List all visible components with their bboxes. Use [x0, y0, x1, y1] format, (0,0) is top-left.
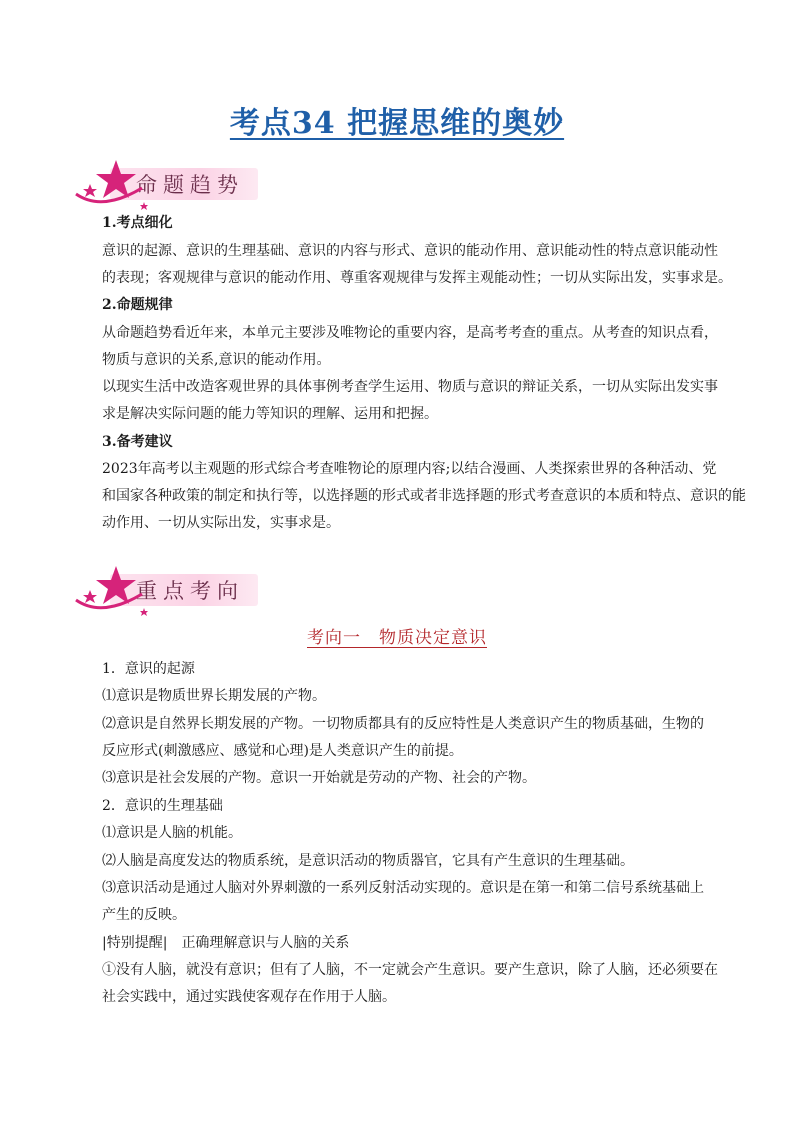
tip-label: |特别提醒|	[102, 935, 168, 951]
heading-pattern: 2.命题规律	[102, 297, 173, 313]
banner-label: 重点考向	[110, 574, 258, 606]
list-item: ⑴意识是物质世界长期发展的产物。	[102, 688, 326, 704]
paragraph: 2023年高考以主观题的形式综合考查唯物论的原理内容;以结合漫画、人类探索世界的各种活动、党	[102, 461, 717, 477]
heading-advice: 3.备考建议	[102, 434, 173, 450]
tip-title: 正确理解意识与人脑的关系	[181, 935, 350, 951]
star-swoosh-icon	[72, 158, 162, 212]
page-title: 考点34 把握思维的奥妙	[229, 106, 565, 141]
list-item: ⑵意识是自然界长期发展的产物。一切物质都具有的反应特性是人类意识产生的物质基础，生物的	[102, 716, 704, 732]
list-item: 反应形式(刺激感应、感觉和心理)是人类意识产生的前提。	[102, 743, 463, 759]
paragraph: 物质与意识的关系,意识的能动作用。	[102, 352, 331, 368]
paragraph: 的表现；客观规律与意识的能动作用、尊重客观规律与发挥主观能动性；一切从实际出发，实事求是。	[102, 270, 732, 286]
paragraph: 求是解决实际问题的能力等知识的理解、运用和把握。	[102, 406, 438, 422]
list-item: ⑶意识是社会发展的产物。意识一开始就是劳动的产物、社会的产物。	[102, 770, 536, 786]
banner-label: 命题趋势	[110, 168, 258, 200]
paragraph: 意识的起源、意识的生理基础、意识的内容与形式、意识的能动作用、意识能动性的特点意识能动性	[102, 243, 718, 259]
paragraph: 动作用、一切从实际出发，实事求是。	[102, 515, 340, 531]
list-item: ⑵人脑是高度发达的物质系统，是意识活动的物质器官，它具有产生意识的生理基础。	[102, 853, 634, 869]
subsection-title: 考向一 物质决定意识	[307, 628, 487, 648]
star-swoosh-icon	[72, 564, 162, 618]
heading-origin: 1．意识的起源	[102, 661, 195, 677]
paragraph: 从命题趋势看近年来，本单元主要涉及唯物论的重要内容，是高考考查的重点。从考查的知识点看，	[102, 325, 718, 341]
section-banner-trend	[72, 158, 272, 212]
paragraph: 社会实践中，通过实践使客观存在作用于人脑。	[102, 989, 396, 1005]
heading-detail: 1.考点细化	[102, 215, 173, 231]
paragraph: 以现实生活中改造客观世界的具体事例考查学生运用、物质与意识的辩证关系，一切从实际出发实事	[102, 379, 718, 395]
paragraph: ①没有人脑，就没有意识；但有了人脑，不一定就会产生意识。要产生意识，除了人脑，还必须要在	[102, 962, 718, 978]
list-item: 产生的反映。	[102, 907, 186, 923]
list-item: ⑶意识活动是通过人脑对外界刺激的一系列反射活动实现的。意识是在第一和第二信号系统基础上	[102, 880, 704, 896]
list-item: ⑴意识是人脑的机能。	[102, 825, 242, 841]
paragraph: 和国家各种政策的制定和执行等，以选择题的形式或者非选择题的形式考查意识的本质和特点、意识的能	[102, 488, 746, 504]
heading-physiology: 2．意识的生理基础	[102, 798, 223, 814]
section-banner-focus	[72, 564, 272, 618]
tip-line	[102, 930, 722, 957]
